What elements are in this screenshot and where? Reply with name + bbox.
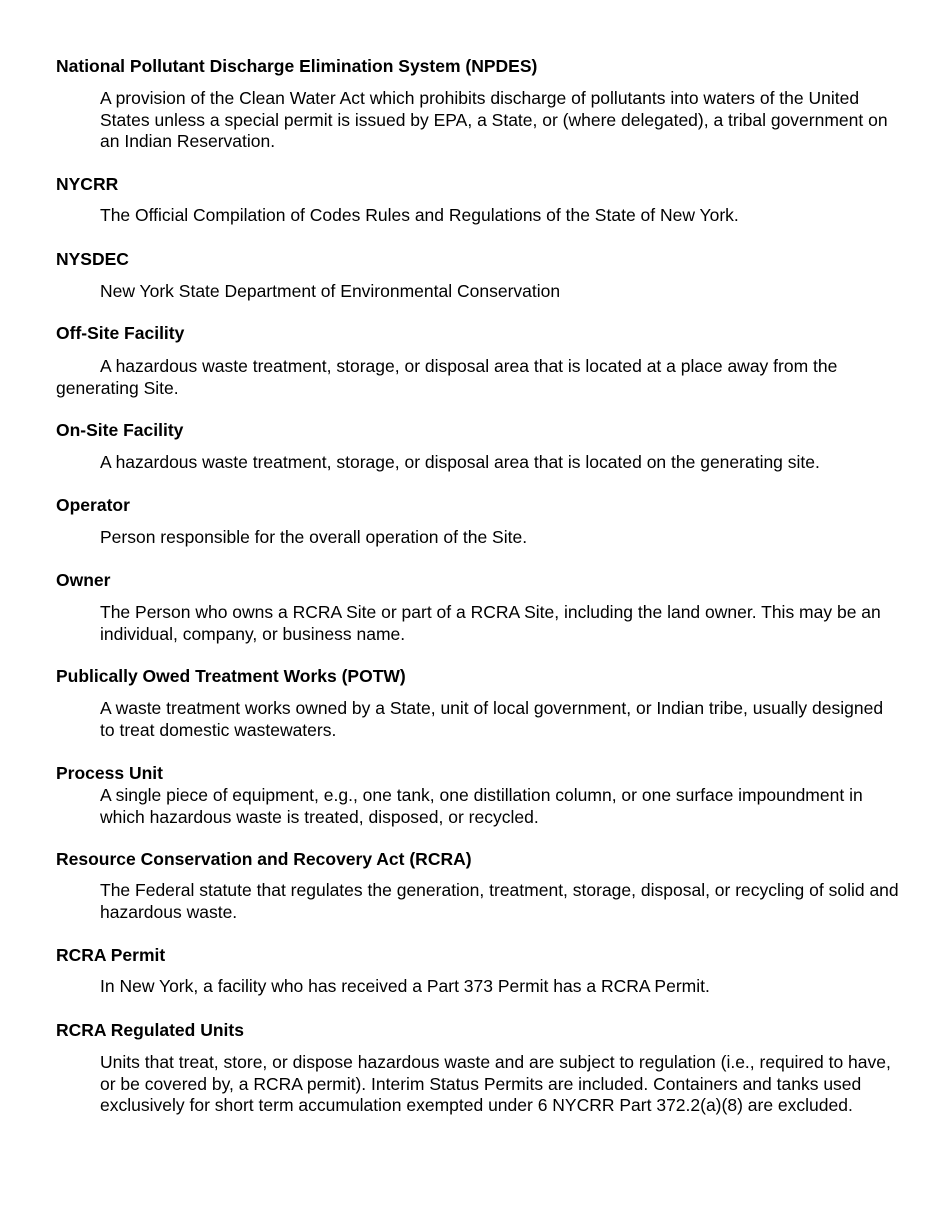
glossary-term: RCRA Regulated Units — [56, 1020, 244, 1040]
glossary-definition: A waste treatment works owned by a State, unit of local government, or Indian tribe, usually designed to treat domestic wastewaters. — [100, 698, 884, 740]
glossary-term: Resource Conservation and Recovery Act (RCRA) — [56, 849, 472, 869]
glossary-definition: Person responsible for the overall operation of the Site. — [100, 527, 528, 547]
glossary-definition: A provision of the Clean Water Act which prohibits discharge of pollutants into waters of the United States unless a special permit is issued by EPA, a State, or (where delegated), a tribal government on an Indian Reservation. — [100, 88, 888, 151]
glossary-definition: The Federal statute that regulates the generation, treatment, storage, disposal, or recycling of solid and hazardous waste. — [100, 880, 899, 922]
glossary-term: National Pollutant Discharge Elimination System (NPDES) — [56, 56, 538, 76]
glossary-term: Publically Owed Treatment Works (POTW) — [56, 666, 406, 686]
glossary-definition: A hazardous waste treatment, storage, or disposal area that is located at a place away from the generating Site. — [56, 356, 838, 398]
glossary-definition: A single piece of equipment, e.g., one tank, one distillation column, or one surface impoundment in which hazardous waste is treated, disposed, or recycled. — [100, 785, 863, 827]
glossary-term: Process Unit — [56, 763, 163, 783]
glossary-term: Off-Site Facility — [56, 323, 185, 343]
glossary-term: NYSDEC — [56, 249, 129, 269]
glossary-term: RCRA Permit — [56, 945, 166, 965]
glossary-definition: The Official Compilation of Codes Rules and Regulations of the State of New York. — [100, 205, 739, 225]
glossary-definition: The Person who owns a RCRA Site or part of a RCRA Site, including the land owner. This may be an individual, company, or business name. — [100, 602, 881, 644]
glossary-term: Owner — [56, 570, 111, 590]
glossary-definition: In New York, a facility who has received a Part 373 Permit has a RCRA Permit. — [100, 976, 710, 996]
glossary-term: NYCRR — [56, 174, 119, 194]
glossary-definition: New York State Department of Environmental Conservation — [100, 281, 561, 301]
glossary-term: Operator — [56, 495, 130, 515]
glossary-term: On-Site Facility — [56, 420, 184, 440]
glossary-definition: A hazardous waste treatment, storage, or disposal area that is located on the generating site. — [100, 452, 820, 472]
glossary-definition: Units that treat, store, or dispose hazardous waste and are subject to regulation (i.e., required to have, or be covered by, a RCRA permit). Interim Status Permits are included. Containers and tanks used exclusively for short term accumulation exempted under 6 NYCRR Part 372.2(a)(8) are excluded. — [100, 1052, 891, 1115]
